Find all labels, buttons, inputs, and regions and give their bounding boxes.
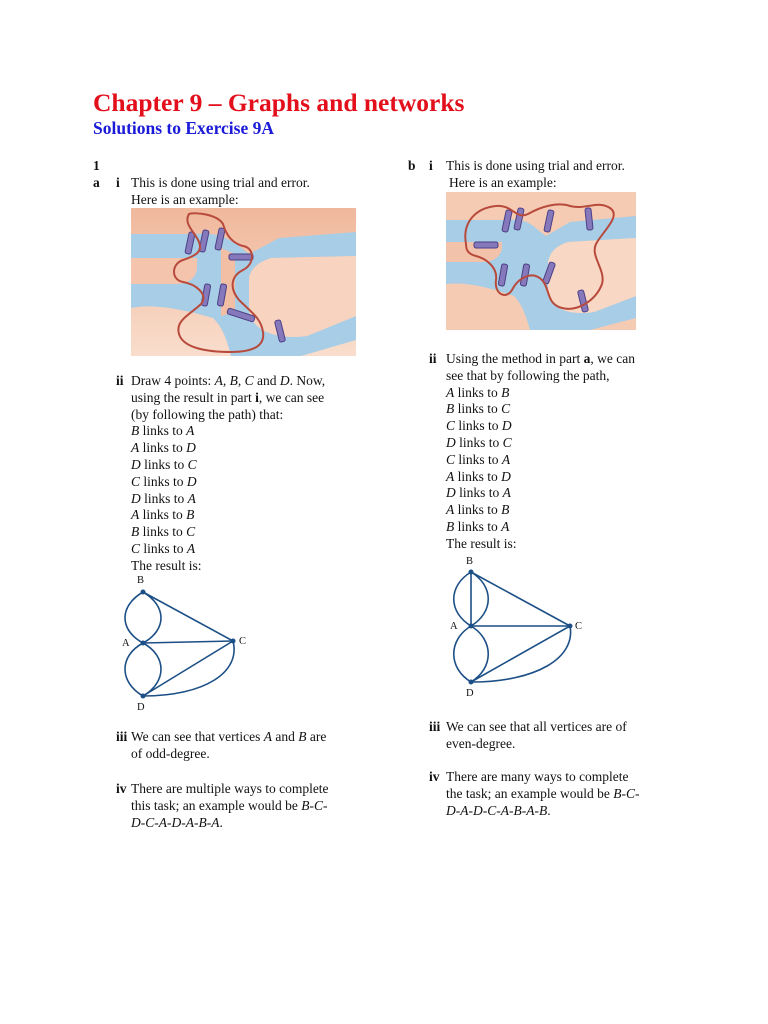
part-a-iv-text: There are multiple ways to complete this task; an example would be B-C- D-C-A-D-A-B-A.	[131, 781, 329, 830]
vertex-label-d: D	[137, 702, 145, 712]
part-b-ii-text: Using the method in part a, we can see that by following the path, A links to B B links to C C links to D D links to C C links to A A links to D D links to A A links to B B links to A The result is:	[446, 351, 635, 551]
vertex-label-b: B	[137, 575, 145, 586]
part-a-iv-label: iv	[116, 781, 127, 796]
part-a-iii-label: iii	[116, 729, 128, 744]
part-b-label: b	[408, 158, 416, 173]
vertex-label-b: B	[466, 556, 474, 567]
bridges-diagram-b	[446, 192, 636, 330]
vertex-label-c: C	[239, 636, 247, 647]
part-b-iii-text: We can see that all vertices are of even-degree.	[446, 719, 627, 751]
page-subtitle: Solutions to Exercise 9A	[93, 118, 274, 138]
part-b-iv-text: There are many ways to complete the task; an example would be B-C- D-A-D-C-A-B-A-B.	[446, 769, 640, 818]
part-a-i-text: This is done using trial and error. Here is an example:	[131, 175, 310, 207]
part-a-ii-label: ii	[116, 373, 124, 388]
part-a-iii-text: We can see that vertices A and B are of odd-degree.	[131, 729, 327, 761]
part-b-iii-label: iii	[429, 719, 441, 734]
part-a-ii-text: Draw 4 points: A, B, C and D. Now, using the result in part i, we can see (by following the path) that: B links to A A links to D D links to C C links to D D links to A A links to B B links to C C links to A The result is:	[131, 373, 326, 573]
vertex-label-d: D	[466, 688, 474, 699]
part-b-iv-label: iv	[429, 769, 440, 784]
part-b-i-text: This is done using trial and error. Here is an example:	[446, 158, 625, 190]
part-a-i-label: i	[116, 175, 120, 190]
part-a-label: a	[93, 175, 100, 190]
part-b-ii-label: ii	[429, 351, 437, 366]
bridges-diagram-a	[131, 208, 356, 356]
vertex-label-a: A	[450, 621, 458, 632]
page-title: Chapter 9 – Graphs and networks	[93, 88, 465, 117]
graph-b	[444, 554, 594, 702]
graph-a	[115, 572, 255, 712]
vertex-label-a: A	[122, 638, 130, 649]
part-b-i-label: i	[429, 158, 433, 173]
question-number: 1	[93, 158, 100, 173]
vertex-label-c: C	[575, 621, 583, 632]
